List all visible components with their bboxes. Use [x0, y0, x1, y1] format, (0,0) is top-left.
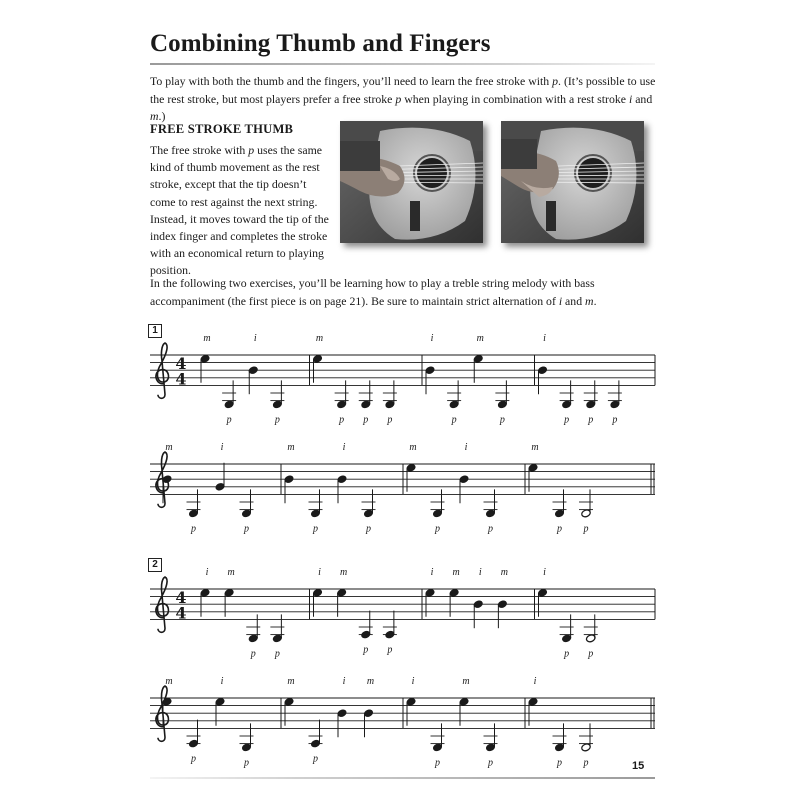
fingering-i: i — [342, 676, 346, 687]
fingering-m: m — [452, 567, 460, 578]
fingering-i: i — [430, 333, 434, 344]
fingering-p: p — [339, 414, 345, 426]
fingering-p: p — [499, 414, 505, 426]
fingering-m: m — [227, 567, 235, 578]
fingering-p: p — [226, 414, 232, 426]
fingering-p: p — [612, 414, 618, 426]
fingering-p: p — [387, 644, 393, 656]
fingering-p: p — [557, 523, 562, 535]
fingering-p: p — [564, 414, 570, 426]
section-heading: FREE STROKE THUMB — [150, 122, 294, 136]
fingering-i: i — [342, 442, 346, 453]
fingering-m: m — [500, 567, 508, 578]
time-signature-bottom: 4 — [175, 603, 187, 623]
exercise-intro: In the following two exercises, you’ll be learning how to play a treble string melody with bass accompaniment (the first piece is on page 21). Be sure to maintain strict alternation of i and m. — [150, 276, 597, 308]
fingering-i: i — [411, 676, 415, 687]
fingering-p: p — [244, 757, 249, 769]
fingering-p: p — [588, 648, 594, 660]
fingering-p: p — [274, 414, 280, 426]
fingering-p: p — [250, 648, 256, 660]
fingering-m: m — [315, 333, 324, 344]
exercise-number-2: 2 — [148, 558, 162, 572]
time-signature-bottom: 4 — [175, 369, 187, 389]
fingering-m: m — [462, 676, 470, 687]
fingering-m: m — [476, 333, 484, 344]
fingering-i: i — [543, 333, 546, 344]
fingering-p: p — [244, 523, 249, 535]
treble-clef — [156, 343, 169, 398]
fingering-p: p — [583, 523, 589, 535]
fingering-p: p — [363, 644, 369, 656]
fingering-p: p — [488, 523, 493, 535]
fingering-p: p — [435, 523, 440, 535]
fingering-m: m — [287, 676, 295, 687]
section-body: The free stroke with p uses the same kind of thumb movement as the rest stroke, except that the tip doesn’t come to rest against the next string. Instead, it moves toward the tip of the index finger and completes the stroke with an economical return to playing position. — [150, 143, 329, 278]
fingering-p: p — [564, 648, 570, 660]
fingering-i: i — [478, 567, 482, 578]
intro-paragraph: To play with both the thumb and the fingers, you’ll need to learn the free stroke with p. (It’s possible to use the rest stroke, but most players prefer a free stroke p when playing in combination with a rest stroke i and m.) — [150, 74, 656, 123]
fingering-m: m — [287, 442, 295, 453]
fingering-i: i — [220, 676, 224, 687]
fingering-i: i — [318, 567, 321, 578]
fingering-i: i — [205, 567, 209, 578]
fingering-p: p — [274, 648, 280, 660]
fingering-p: p — [588, 414, 594, 426]
page-title: Combining Thumb and Fingers — [150, 30, 491, 57]
fingering-p: p — [583, 757, 589, 769]
fingering-m: m — [203, 333, 211, 344]
footer-rule — [150, 777, 655, 779]
fingering-p: p — [451, 414, 457, 426]
fingering-p: p — [435, 757, 440, 769]
fingering-p: p — [363, 414, 369, 426]
fingering-i: i — [430, 567, 434, 578]
time-signature-top: 4 — [175, 354, 187, 374]
fingering-m: m — [165, 442, 173, 453]
fingering-m: m — [366, 676, 375, 687]
fingering-i: i — [543, 567, 546, 578]
treble-clef — [156, 686, 169, 741]
page-number: 15 — [632, 760, 645, 772]
time-signature-top: 4 — [175, 588, 187, 608]
fingering-m: m — [531, 442, 539, 453]
fingering-m: m — [165, 676, 173, 687]
fingering-i: i — [253, 333, 257, 344]
fingering-i: i — [464, 442, 468, 453]
fingering-m: m — [340, 567, 348, 578]
fingering-i: i — [533, 676, 537, 687]
fingering-p: p — [313, 753, 318, 765]
fingering-m: m — [409, 442, 417, 453]
fingering-p: p — [313, 523, 318, 535]
fingering-p: p — [557, 757, 562, 769]
fingering-p: p — [191, 753, 196, 765]
fingering-p: p — [387, 414, 393, 426]
fingering-p: p — [366, 523, 371, 535]
treble-clef — [156, 577, 169, 632]
fingering-p: p — [191, 523, 196, 535]
fingering-p: p — [488, 757, 493, 769]
fingering-i: i — [220, 442, 224, 453]
exercise-number-1: 1 — [148, 324, 162, 338]
